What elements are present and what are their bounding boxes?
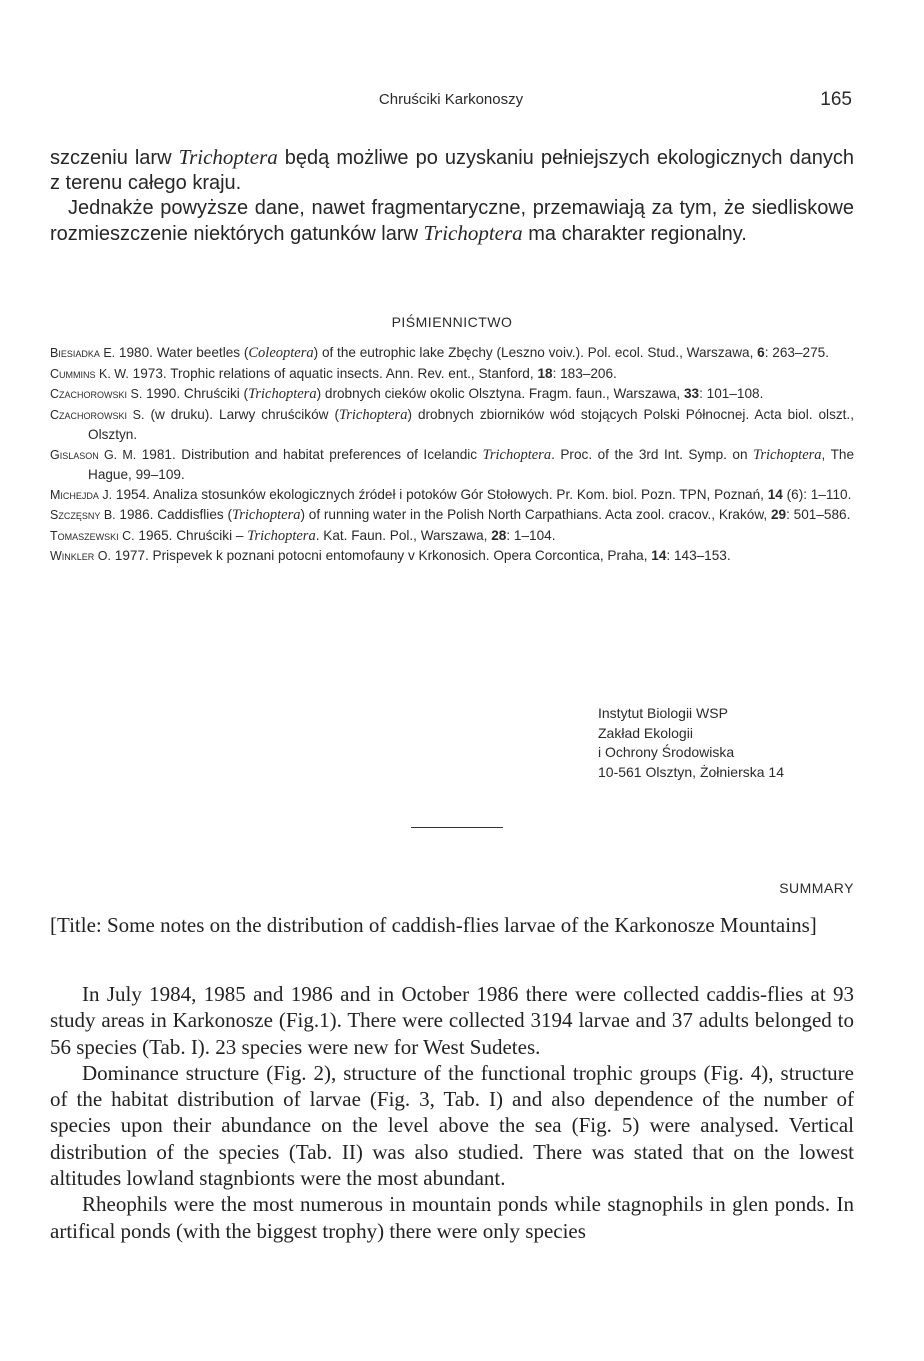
ref-author: Winkler O.: [50, 549, 111, 563]
ref-taxon: Trichoptera: [753, 446, 822, 463]
ref-text: 1986. Caddisflies (: [115, 507, 232, 522]
ref-text: ) of running water in the Polish North Carpathians. Acta zool. cracov., Kraków,: [300, 507, 771, 522]
address-line: i Ochrony Środowiska: [598, 744, 735, 760]
page-number: 165: [820, 89, 852, 110]
summary-paragraph-1: In July 1984, 1985 and 1986 and in October 1986 there were collected caddis-flies at 93 study areas in Karkonosze (Fig.1). There were collected 3194 larvae and 37 adults belonged to 56 species (Tab. I). 23 species were new for West Sudetes.: [50, 982, 854, 1059]
ref-author: Czachorowski S.: [50, 407, 145, 422]
ref-text: : 501–586.: [786, 507, 851, 522]
ref-taxon: Coleoptera: [248, 345, 314, 361]
author-address: [598, 704, 858, 782]
text-run: Jednakże powyższe dane, nawet fragmentaryczne, przemawiają za tym, że siedliskowe rozmieszczenie niektórych gatunków larw: [50, 197, 854, 245]
running-title: Chruściki Karkonoszy: [378, 91, 524, 108]
summary-paragraph-3: Rheophils were the most numerous in mountain ponds while stagnophils in glen ponds. In artifical ponds (with the biggest trophy) there were only species: [50, 1192, 854, 1243]
ref-text: 1977. Prispevek k poznani potocni entomofauny v Krkonosich. Opera Corcontica, Praha,: [110, 548, 652, 563]
ref-text: : 143–153.: [666, 548, 731, 563]
ref-text: 1981. Distribution and habitat preferences of Icelandic: [136, 446, 483, 462]
reference-biesiadka-1980: [50, 343, 854, 364]
reference-szczesny-1986: [50, 505, 854, 526]
ref-text: ) drobnych zbiorników wód stojących Polski Północnej. Acta biol. olszt., Olsztyn.: [88, 406, 854, 442]
ref-author: Cummins K. W.: [50, 366, 129, 381]
ref-author: Gislason G. M.: [50, 447, 137, 462]
reference-cummins-1973: [50, 364, 854, 385]
summary-heading: SUMMARY: [779, 880, 854, 896]
reference-tomaszewski-1965: [50, 526, 854, 547]
ref-author: Tomaszewski C.: [50, 528, 135, 543]
reference-czachorowski-druk: [50, 405, 854, 445]
ref-volume: 29: [770, 507, 787, 522]
ref-taxon: Trichoptera: [247, 527, 316, 544]
ref-text: . Proc. of the 3rd Int. Symp. on: [551, 446, 754, 462]
summary-title: [Title: Some notes on the distribution of caddish-flies larvae of the Karkonosze Mountains]: [50, 913, 817, 937]
ref-author: Biesiadka E.: [50, 346, 116, 360]
ref-volume: 14: [651, 548, 667, 563]
ref-text: , The Hague, 99–109.: [88, 446, 855, 482]
taxon-name: Trichoptera: [423, 221, 523, 245]
reference-michejda-1954: [50, 485, 854, 506]
ref-author: Czachorowski S.: [50, 387, 143, 401]
main-text: [50, 145, 854, 247]
body-paragraph-1: [50, 145, 854, 196]
ref-text: (w druku). Larwy chruścików (: [144, 406, 339, 422]
text-run: ma charakter regionalny.: [522, 223, 747, 245]
references-list: [50, 343, 854, 567]
address-line: 10-561 Olsztyn, Żołnierska 14: [598, 763, 784, 780]
ref-taxon: Trichoptera: [232, 507, 301, 523]
ref-text: 1973. Trophic relations of aquatic insects. Ann. Rev. ent., Stanford,: [128, 365, 538, 381]
running-header: [50, 89, 852, 117]
ref-author: Michejda J.: [50, 487, 113, 502]
ref-text: ) drobnych cieków okolic Olsztyna. Fragm. faun., Warszawa,: [316, 386, 684, 401]
ref-author: Szczęsny B.: [50, 508, 116, 522]
ref-volume: 28: [491, 527, 507, 543]
reference-czachorowski-1990: [50, 384, 854, 405]
ref-text: : 1–104.: [506, 527, 556, 543]
summary-body: [50, 981, 854, 1244]
ref-text: : 101–108.: [699, 386, 764, 401]
ref-volume: 6: [757, 345, 765, 360]
ref-volume: 18: [537, 365, 553, 381]
references-heading: PIŚMIENNICTWO: [391, 314, 513, 330]
text-run: będą możliwe po uzyskaniu pełniejszych ekologicznych danych z terenu całego kraju.: [50, 147, 854, 194]
ref-text: : 183–206.: [552, 365, 617, 381]
ref-taxon: Trichoptera: [248, 386, 317, 402]
ref-text: 1990. Chruściki (: [142, 386, 249, 401]
ref-volume: 33: [684, 386, 700, 401]
summary-paragraph-2: Dominance structure (Fig. 2), structure of the functional trophic groups (Fig. 4), structure of the habitat distribution of larvae (Fig. 3, Tab. I) and also dependence of the number of species upon their abundance on the level above the sea (Fig. 5) were analysed. Vertical distribution of the species (Tab. II) was also studied. There was stated that on the lowest altitudes lowland stagnbionts were the most abundant.: [50, 1060, 854, 1191]
text-run: szczeniu larw: [50, 147, 179, 169]
ref-text: ) of the eutrophic lake Zbęchy (Leszno voiv.). Pol. ecol. Stud., Warszawa,: [313, 345, 758, 360]
ref-text: 1954. Analiza stosunków ekologicznych źródeł i potoków Gór Stołowych. Pr. Kom. biol. Pozn. TPN, Poznań,: [112, 486, 768, 502]
ref-text: : 263–275.: [764, 345, 829, 360]
address-line: Instytut Biologii WSP: [598, 705, 728, 721]
taxon-name: Trichoptera: [178, 145, 278, 169]
section-separator: [411, 827, 503, 828]
ref-volume: 14: [767, 486, 783, 502]
ref-text: (6): 1–110.: [782, 486, 852, 502]
ref-taxon: Trichoptera: [338, 406, 408, 423]
reference-winkler-1977: [50, 546, 854, 567]
ref-text: 1980. Water beetles (: [115, 345, 249, 360]
reference-gislason-1981: [50, 445, 854, 485]
ref-text: 1965. Chruściki –: [134, 527, 248, 543]
body-paragraph-2: [50, 196, 854, 247]
ref-taxon: Trichoptera: [482, 446, 552, 463]
address-line: Zakład Ekologii: [598, 724, 693, 741]
ref-text: . Kat. Faun. Pol., Warszawa,: [315, 527, 492, 543]
